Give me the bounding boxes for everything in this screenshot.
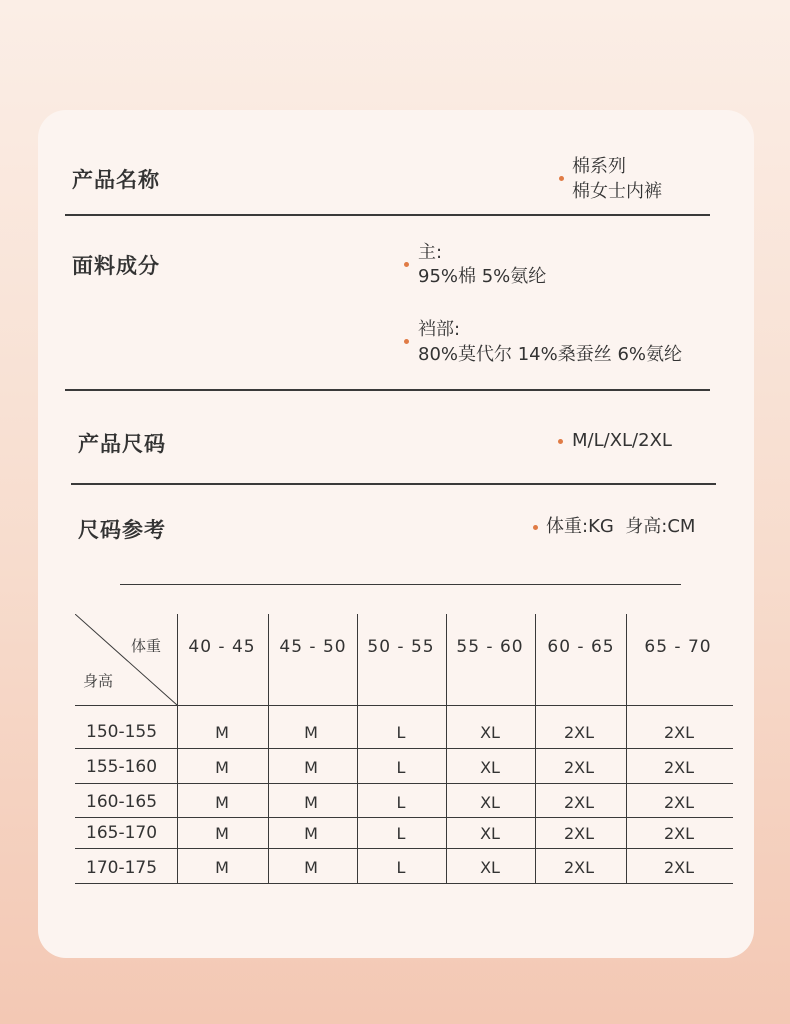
size-cell: M	[215, 758, 229, 777]
height-row-label: 160-165	[86, 792, 158, 812]
size-cell: L	[396, 824, 406, 843]
size-cell: M	[215, 723, 229, 742]
column-divider	[626, 614, 627, 884]
size-cell: M	[304, 793, 318, 812]
size-cell: M	[304, 858, 318, 877]
corner-weight-label: 体重	[131, 637, 162, 655]
column-divider	[268, 614, 269, 884]
section-divider	[65, 389, 710, 391]
size-cell: 2XL	[663, 758, 695, 777]
bullet-dot-icon	[533, 525, 538, 530]
size-cell: M	[304, 824, 318, 843]
corner-height-label: 身高	[83, 672, 114, 690]
weight-column-header: 45 - 50	[279, 637, 347, 657]
row-divider	[75, 705, 733, 706]
row-divider	[75, 883, 733, 884]
size-cell: 2XL	[563, 824, 595, 843]
size-cell: M	[215, 793, 229, 812]
size-cell: XL	[480, 758, 500, 777]
fabric-crotch-value: 80%莫代尔 14%桑蚕丝 6%氨纶	[418, 344, 683, 365]
fabric-crotch-label: 裆部:	[418, 319, 461, 340]
section-divider	[71, 483, 716, 485]
size-cell: L	[396, 723, 406, 742]
weight-column-header: 60 - 65	[547, 637, 615, 657]
size-cell: 2XL	[563, 858, 595, 877]
size-cell: L	[396, 793, 406, 812]
column-divider	[177, 614, 178, 884]
bullet-dot-icon	[404, 262, 409, 267]
height-row-label: 150-155	[86, 722, 158, 742]
row-divider	[75, 783, 733, 784]
row-divider	[75, 848, 733, 849]
weight-column-header: 65 - 70	[644, 637, 712, 657]
corner-diagonal	[75, 614, 178, 706]
size-cell: XL	[480, 824, 500, 843]
size-cell: 2XL	[663, 723, 695, 742]
column-divider	[446, 614, 447, 884]
height-row-label: 170-175	[86, 858, 158, 878]
weight-column-header: 55 - 60	[456, 637, 524, 657]
size-cell: M	[304, 723, 318, 742]
size-cell: L	[396, 758, 406, 777]
product-name-value: 棉女士内裤	[572, 181, 662, 202]
row-divider	[75, 817, 733, 818]
bullet-dot-icon	[404, 339, 409, 344]
size-cell: 2XL	[563, 793, 595, 812]
table-top-rule	[120, 584, 681, 585]
size-cell: M	[215, 824, 229, 843]
size-reference-heading: 尺码参考	[78, 518, 166, 542]
size-reference-units: 体重:KG 身高:CM	[546, 516, 696, 537]
size-cell: 2XL	[663, 858, 695, 877]
size-cell: L	[396, 858, 406, 877]
bullet-dot-icon	[558, 439, 563, 444]
size-cell: 2XL	[563, 723, 595, 742]
size-cell: M	[304, 758, 318, 777]
product-name-heading: 产品名称	[72, 168, 160, 192]
fabric-main-label: 主:	[418, 242, 443, 263]
size-cell: XL	[480, 858, 500, 877]
weight-column-header: 40 - 45	[188, 637, 256, 657]
size-cell: 2XL	[663, 824, 695, 843]
bullet-dot-icon	[559, 176, 564, 181]
height-row-label: 155-160	[86, 757, 158, 777]
height-row-label: 165-170	[86, 823, 158, 843]
product-series: 棉系列	[572, 156, 626, 177]
size-cell: XL	[480, 723, 500, 742]
product-size-heading: 产品尺码	[78, 432, 166, 456]
size-cell: M	[215, 858, 229, 877]
product-size-value: M/L/XL/2XL	[572, 430, 672, 451]
row-divider	[75, 748, 733, 749]
fabric-main-value: 95%棉 5%氨纶	[418, 266, 547, 287]
size-cell: 2XL	[563, 758, 595, 777]
section-divider	[65, 214, 710, 216]
size-cell: XL	[480, 793, 500, 812]
column-divider	[357, 614, 358, 884]
weight-column-header: 50 - 55	[367, 637, 435, 657]
column-divider	[535, 614, 536, 884]
size-cell: 2XL	[663, 793, 695, 812]
fabric-heading: 面料成分	[72, 254, 160, 278]
